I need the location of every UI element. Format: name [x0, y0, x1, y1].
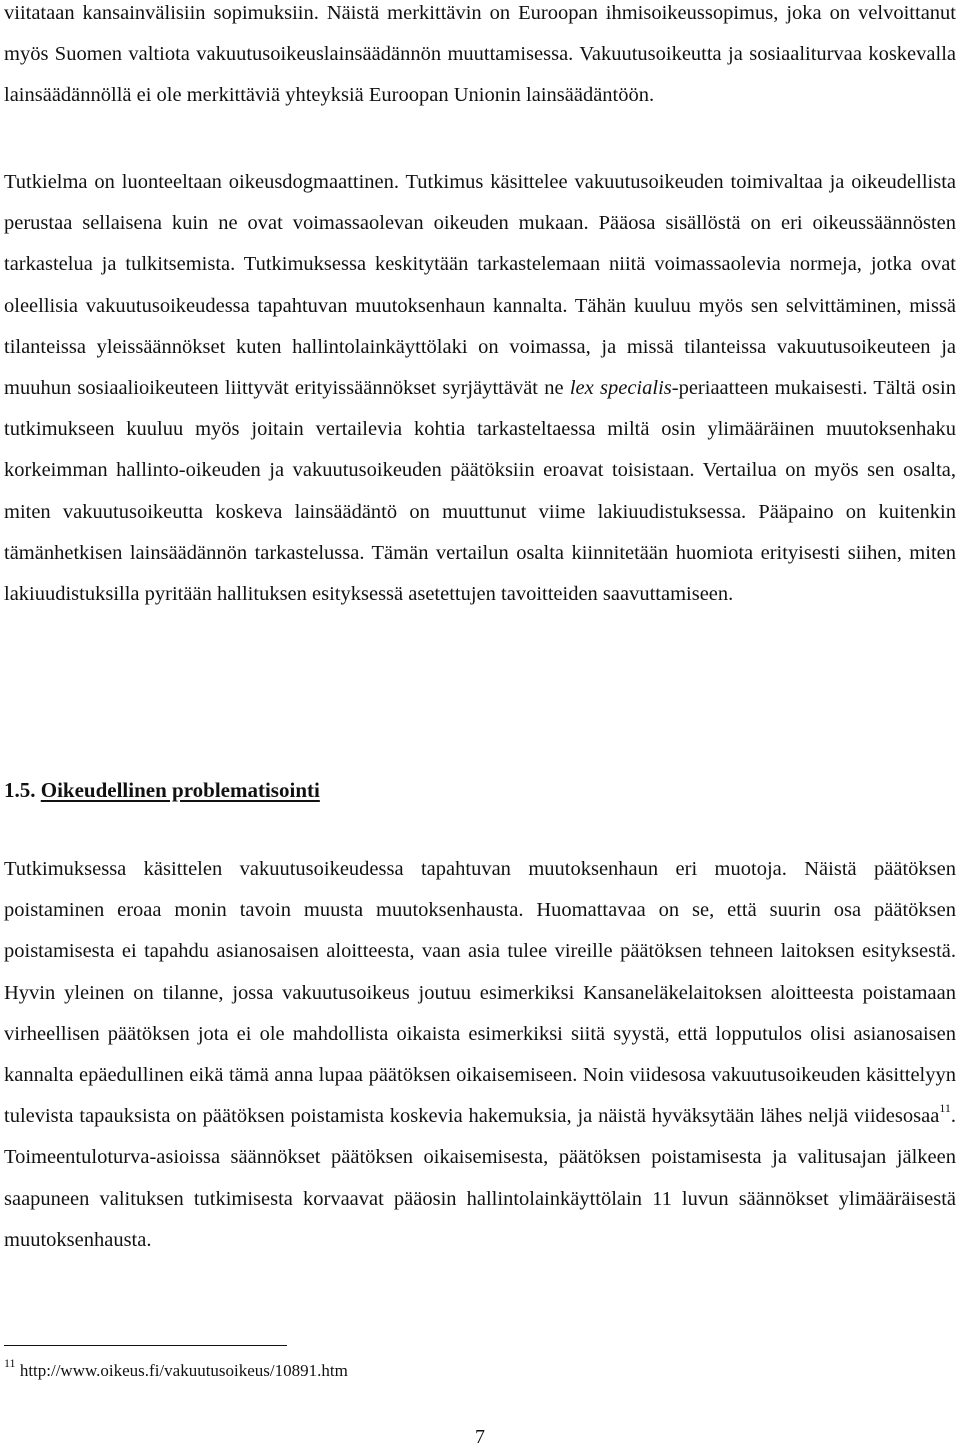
section-number: 1.5.: [4, 778, 36, 802]
paragraph-3-text-end: . Toimeentuloturva-asioissa säännökset päätöksen oikaisemisesta, päätöksen poistamisesta ja valitusajan jälkeen saapuneen valituksen tutkimisesta korvaavat pääosin hallintolainkäyttölain 11 luvun säännökset ylimääräisestä muutoksenhausta.: [4, 1105, 956, 1251]
paragraph-2-text-start: Tutkielma on luonteeltaan oikeusdogmaattinen. Tutkimus käsittelee vakuutusoikeuden toimivaltaa ja oikeudellista perustaa sellaisena kuin ne ovat voimassaolevan oikeuden mukaan. Pääosa sisällöstä on eri oikeussäännösten tarkastelua ja tulkitsemista. Tutkimuksessa keskitytään tarkastelemaan niitä voimassaolevia normeja, jotka ovat oleellisia vakuutusoikeudessa tapahtuvan muutoksenhaun kannalta. Tähän kuuluu myös sen selvittäminen, missä tilanteissa yleissäännökset kuten hallintolainkäyttölaki on voimassa, ja missä tilanteissa vakuutusoikeuteen ja muuhun sosiaalioikeuteen liittyvät erityissäännökset syrjäyttävät ne: [4, 171, 956, 400]
section-title: Oikeudellinen problematisointi: [40, 778, 320, 802]
body-paragraph-1: viitataan kansainvälisiin sopimuksiin. Näistä merkittävin on Euroopan ihmisoikeussopimus, joka on velvoittanut myös Suomen valtiota vakuutusoikeuslainsäädännön muuttamisessa. Vakuutusoikeutta ja sosiaaliturvaa koskevalla lainsäädännöllä ei ole merkittäviä yhteyksiä Euroopan Unionin lainsäädäntöön.: [4, 2, 956, 107]
italic-term: lex specialis: [569, 377, 672, 400]
paragraph-2-text-end: -periaatteen mukaisesti. Tältä osin tutkimukseen kuuluu myös joitain vertailevia kohtia tarkasteltaessa miltä osin ylimääräinen muutoksenhaku korkeimman hallinto-oikeuden ja vakuutusoikeuden päätöksiin eroavat toisistaan. Vertailua on myös sen osalta, miten vakuutusoikeutta koskeva lainsäädäntö on muuttunut viime lakiuudistuksessa. Pääpaino on kuitenkin tämänhetkisen lainsäädännön tarkastelussa. Tämän vertailun osalta kiinnitetään huomiota erityisesti siihen, miten lakiuudistuksilla pyritään hallituksen esityksessä asetettujen tavoitteiden saavuttamiseen.: [4, 377, 956, 606]
page-number: 7: [475, 1426, 485, 1448]
footnote-link[interactable]: http://www.oikeus.fi/vakuutusoikeus/10891.htm: [19, 1361, 348, 1380]
body-paragraph-3: [4, 849, 956, 1261]
footnote: [4, 1356, 348, 1386]
section-heading: [4, 770, 320, 810]
body-paragraph-2: [4, 162, 956, 615]
footnote-separator: [4, 1345, 287, 1346]
paragraph-3-text-start: Tutkimuksessa käsittelen vakuutusoikeudessa tapahtuvan muutoksenhaun eri muotoja. Näistä päätöksen poistaminen eroaa monin tavoin muusta muutoksenhausta. Huomattavaa on se, että suurin osa päätöksen poistamisesta ei tapahdu asianosaisen aloitteesta, vaan asia tulee vireille päätöksen tehneen laitoksen esityksestä. Hyvin yleinen on tilanne, jossa vakuutusoikeus joutuu esimerkiksi Kansaneläkelaitoksen aloitteesta poistamaan virheellisen päätöksen jota ei ole mahdollista oikaista esimerkiksi siitä syystä, että lopputulos olisi asianosaisen kannalta epäedullinen eikä tämä anna lupaa päätöksen oikaisemiseen. Noin viidesosa vakuutusoikeuden käsittelyyn tulevista tapauksista on päätöksen poistamista koskevia hakemuksia, ja näistä hyväksytään lähes neljä viidesosaa: [4, 858, 956, 1128]
footnote-reference: 11: [939, 1101, 951, 1116]
footnote-number: 11: [4, 1356, 16, 1371]
